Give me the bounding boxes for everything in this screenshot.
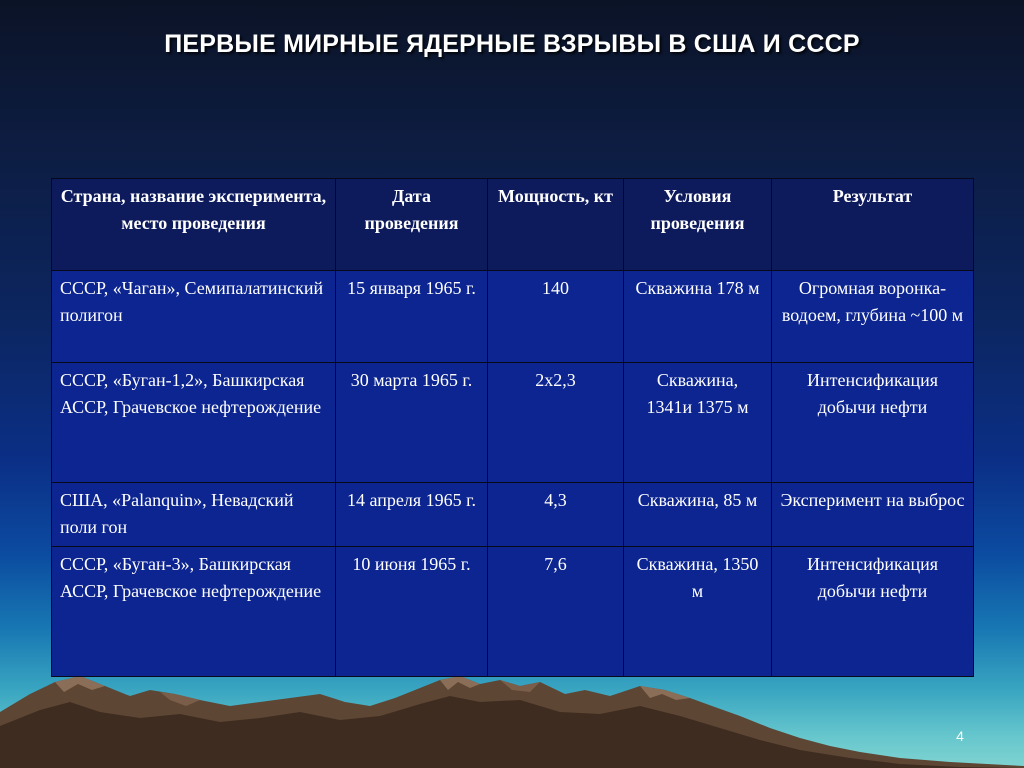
cell-result: Интенсификация добычи нефти xyxy=(772,547,974,677)
cell-date: 30 марта 1965 г. xyxy=(336,363,488,483)
cell-date: 14 апреля 1965 г. xyxy=(336,483,488,547)
cell-conditions: Скважина, 1350 м xyxy=(624,547,772,677)
cell-yield: 7,6 xyxy=(488,547,624,677)
cell-name: США, «Palanquin», Невадский поли гон xyxy=(52,483,336,547)
header-cell: Дата проведения xyxy=(336,179,488,271)
table-row xyxy=(52,483,974,547)
cell-result: Огромная воронка-водоем, глубина ~100 м xyxy=(772,271,974,363)
cell-name: СССР, «Чаган», Семипалатинский полигон xyxy=(52,271,336,363)
table-row xyxy=(52,363,974,483)
cell-date: 10 июня 1965 г. xyxy=(336,547,488,677)
page-number: 4 xyxy=(956,728,964,744)
table-row xyxy=(52,547,974,677)
cell-date: 15 января 1965 г. xyxy=(336,271,488,363)
cell-yield: 140 xyxy=(488,271,624,363)
header-cell: Страна, название эксперимента, место проведения xyxy=(52,179,336,271)
cell-result: Интенсификация добычи нефти xyxy=(772,363,974,483)
cell-yield: 2х2,3 xyxy=(488,363,624,483)
cell-result: Эксперимент на выброс xyxy=(772,483,974,547)
slide-title: ПЕРВЫЕ МИРНЫЕ ЯДЕРНЫЕ ВЗРЫВЫ В США И СССР xyxy=(164,30,860,58)
cell-conditions: Скважина, 85 м xyxy=(624,483,772,547)
header-cell: Мощность, кт xyxy=(488,179,624,271)
header-cell: Результат xyxy=(772,179,974,271)
table-row xyxy=(52,271,974,363)
cell-conditions: Скважина 178 м xyxy=(624,271,772,363)
header-cell: Условия проведения xyxy=(624,179,772,271)
table-header-row xyxy=(52,179,974,271)
cell-conditions: Скважина, 1341и 1375 м xyxy=(624,363,772,483)
mountains-illustration xyxy=(0,672,1024,768)
explosions-table-container xyxy=(51,178,973,676)
cell-name: СССР, «Буган-1,2», Башкирская АССР, Грачевское нефтерождение xyxy=(52,363,336,483)
explosions-table xyxy=(51,178,974,677)
cell-name: СССР, «Буган-3», Башкирская АССР, Грачевское нефтерождение xyxy=(52,547,336,677)
cell-yield: 4,3 xyxy=(488,483,624,547)
